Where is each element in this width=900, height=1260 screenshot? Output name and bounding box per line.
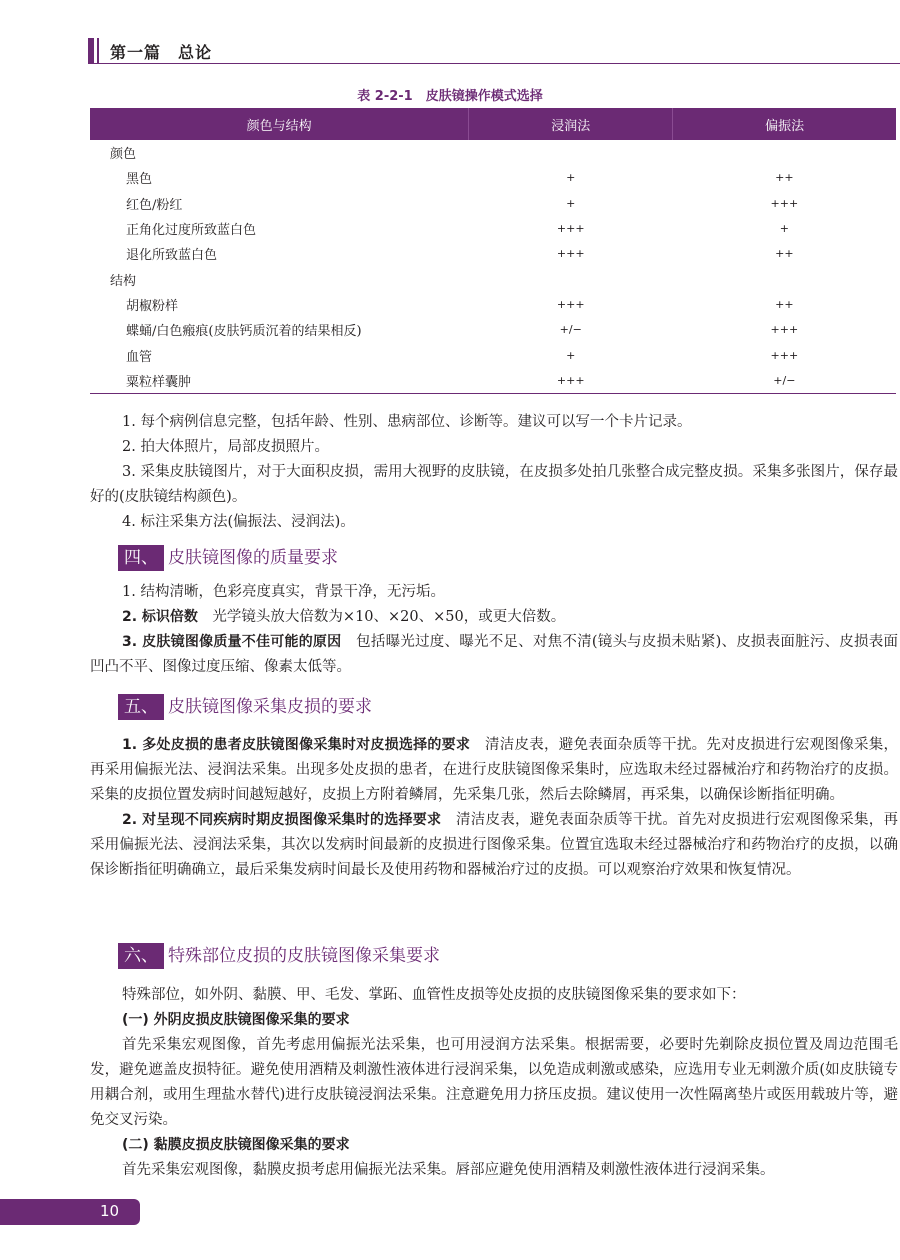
header-accent-bar [88,38,94,64]
item-lead: 2. 对呈现不同疾病时期皮损图像采集时的选择要求 [122,812,442,828]
list-item: 4. 标注采集方法(偏振法、浸润法)。 [122,514,355,530]
table-cell: +++ [556,297,585,311]
section5-body [90,733,898,883]
paragraph: 首先采集宏观图像，首先考虑用偏振光法采集，也可用浸润方法采集。根据需要，必要时先剃除皮损位置及周边范围毛发，避免遮盖皮损特征。避免使用酒精及刺激性液体进行浸润采集，以免造成刺激或感染，应选用专业无刺激介质(如皮肤镜专用耦合剂，或用生理盐水替代)进行皮肤镜浸润法采集。注意避免用力挤压皮损。建议使用一次性隔离垫片或医用载玻片等，避免交叉污染。 [90,1037,898,1128]
table-cell [673,140,896,165]
table-row-label: 蝶蛹/白色瘢痕(皮肤钙质沉着的结果相反) [126,324,362,340]
table-cell: +++ [469,368,673,394]
table-cell: +++ [770,196,799,210]
table-row [90,140,896,165]
table-row [90,266,896,291]
paragraph: 特殊部位，如外阴、黏膜、甲、毛发、掌跖、血管性皮损等处皮损的皮肤镜图像采集的要求如下： [122,987,746,1003]
running-header [88,38,900,64]
table-row-label: 粟粒样囊肿 [90,368,469,394]
list-item [90,630,898,680]
table-header-cell: 浸润法 [469,108,673,140]
table-row [90,216,896,241]
list-item: 2. 拍大体照片，局部皮损照片。 [122,439,329,455]
table-category: 结构 [110,273,137,289]
table-cell: ++ [775,171,794,185]
section-number: 五、 [118,694,164,720]
table-cell: +/− [559,323,582,337]
section6-body [90,983,898,1183]
table-cell: +++ [770,323,799,337]
section-title: 皮肤镜图像的质量要求 [168,548,338,568]
paragraph: 首先采集宏观图像，黏膜皮损考虑用偏振光法采集。唇部应避免使用酒精及刺激性液体进行浸润采集。 [122,1162,775,1178]
list-item [90,808,898,883]
intro-list [90,410,898,535]
table-cell: + [566,348,576,362]
table-cell [469,266,673,291]
table-row-label: 正角化过度所致蓝白色 [126,223,257,239]
table-row-label: 退化所致蓝白色 [126,248,218,264]
table-cell: + [779,222,789,236]
list-item [90,580,898,605]
table-row [90,292,896,317]
table-row [90,317,896,342]
table-cell: ++ [775,297,794,311]
table-cell [469,140,673,165]
item-text: 清洁皮表，避免表面杂质等干扰。首先对皮损进行宏观图像采集，再采用偏振光法、浸润法采集，其次以发病时间最新的皮损进行图像采集。位置宜选取未经过器械治疗和药物治疗的皮损，以确保诊断指征明确确立，最后采集发病时间最长及使用药物和器械治疗过的皮损。可以观察治疗效果和恢复情况。 [90,812,898,878]
item-text: 光学镜头放大倍数为×10、×20、×50，或更大倍数。 [197,609,566,625]
subsection-title: (二) 黏膜皮损皮肤镜图像采集的要求 [122,1137,350,1153]
item-lead: 3. 皮肤镜图像质量不佳可能的原因 [122,634,342,650]
table-cell: +++ [556,222,585,236]
section4-body [90,580,898,680]
table-header-cell: 偏振法 [673,108,896,140]
table-caption: 表 2-2-1 皮肤镜操作模式选择 [357,89,543,104]
table-cell: +/− [673,368,896,394]
table-row [90,368,896,394]
list-item [90,605,898,630]
header-rule [88,63,900,64]
page-number: 10 [100,1202,120,1220]
section-title: 皮肤镜图像采集皮损的要求 [168,697,372,717]
header-title: 第一篇 总论 [110,43,213,62]
table-row-label: 血管 [126,349,153,365]
page-number-tab [0,1199,140,1225]
item-lead: 2. 标识倍数 [122,609,198,625]
section-number: 六、 [118,943,164,969]
table-row-label: 胡椒粉样 [126,298,179,314]
list-item [90,733,898,808]
table-row [90,342,896,367]
table-row [90,241,896,266]
subsection-title: (一) 外阴皮损皮肤镜图像采集的要求 [122,1012,350,1028]
table-row [90,191,896,216]
section-title: 特殊部位皮损的皮肤镜图像采集要求 [168,946,440,966]
table-row-label: 黑色 [126,172,153,188]
table-cell: +++ [770,348,799,362]
table-cell [673,266,896,291]
table-header-cell: 颜色与结构 [90,108,469,140]
list-item: 3. 采集皮肤镜图片，对于大面积皮损，需用大视野的皮肤镜，在皮损多处拍几张整合成完整皮损。采集多张图片，保存最好的(皮肤镜结构颜色)。 [90,464,898,505]
table-cell: + [566,171,576,185]
table-row [90,165,896,190]
item-text: 清洁皮表，避免表面杂质等干扰。先对皮损进行宏观图像采集，再采用偏振光法、浸润法采集。出现多处皮损的患者，在进行皮肤镜图像采集时，应选取未经过器械治疗和药物治疗的皮损。采集的皮损位置发病时间越短越好，皮损上方附着鳞屑，先采集几张，然后去除鳞屑，再采集，以确保诊断指征明确。 [90,737,899,803]
item-text: 1. 结构清晰，色彩亮度真实，背景干净，无污垢。 [122,584,445,600]
table-cell: ++ [775,247,794,261]
table-category: 颜色 [110,147,137,163]
mode-selection-table [90,108,896,394]
table-row-label: 红色/粉红 [126,197,183,213]
table-header-row [90,108,896,140]
header-accent-line [97,38,99,64]
table-cell: +++ [556,247,585,261]
item-text: 包括曝光过度、曝光不足、对焦不清(镜头与皮损未贴紧)、皮损表面脏污、皮损表面凹凸不平、图像过度压缩、像素太低等。 [90,634,898,675]
item-lead: 1. 多处皮损的患者皮肤镜图像采集时对皮损选择的要求 [122,737,471,753]
table-cell: + [566,196,576,210]
section-number: 四、 [118,545,164,571]
list-item: 1. 每个病例信息完整，包括年龄、性别、患病部位、诊断等。建议可以写一个卡片记录。 [122,414,692,430]
